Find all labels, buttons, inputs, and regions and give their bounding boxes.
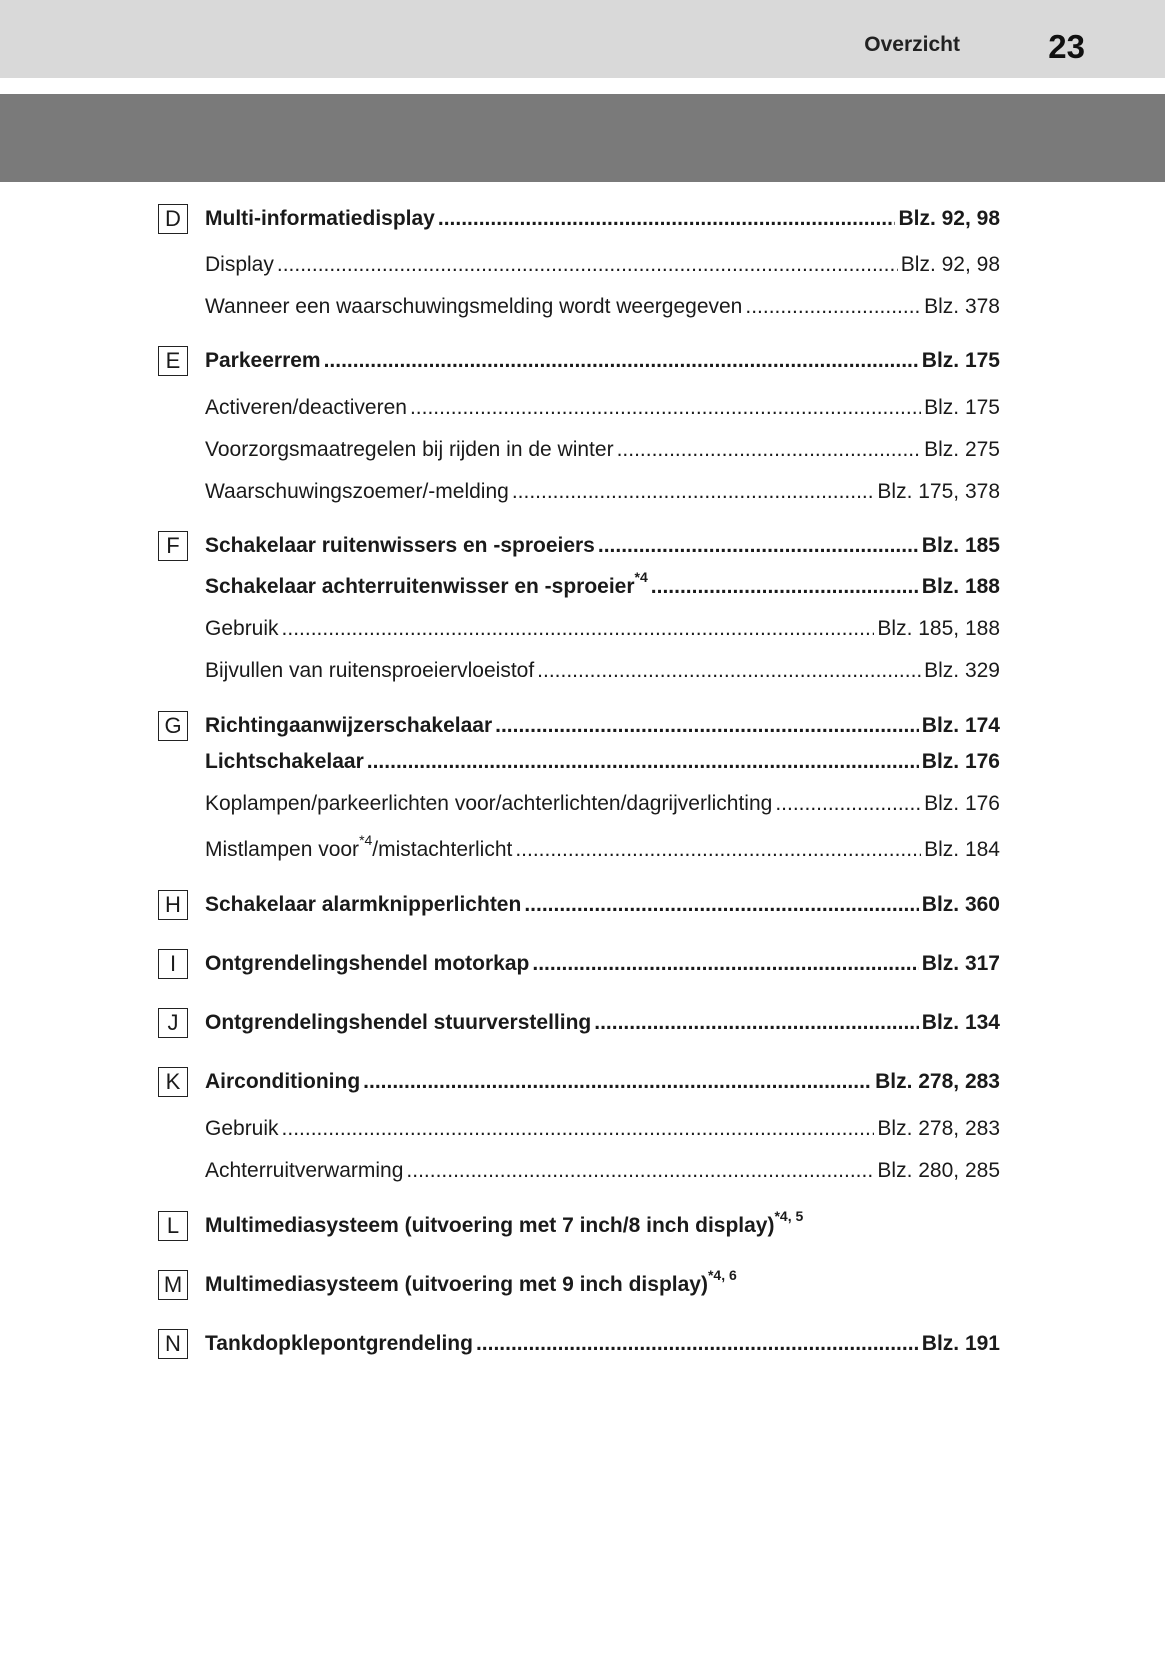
entry-label bbox=[205, 657, 534, 685]
page-reference: Blz. 175 bbox=[921, 349, 1000, 372]
dot-leader bbox=[363, 1068, 872, 1096]
dot-leader bbox=[532, 950, 918, 978]
dot-leader bbox=[598, 532, 919, 560]
index-entry bbox=[205, 347, 1000, 375]
dot-leader bbox=[594, 1009, 919, 1037]
entry-label bbox=[205, 205, 435, 233]
entry-label bbox=[205, 790, 772, 818]
entry-label bbox=[205, 569, 648, 601]
entry-label-text: Waarschuwingszoemer/-melding bbox=[205, 480, 509, 503]
entry-label-text: Schakelaar achterruitenwisser en -sproeier bbox=[205, 575, 635, 598]
dot-leader bbox=[524, 891, 918, 919]
entry-label bbox=[205, 1330, 473, 1358]
index-entry bbox=[205, 478, 1000, 506]
index-entry bbox=[205, 569, 1000, 601]
index-entry bbox=[205, 615, 1000, 643]
footnote-marker: *4, 5 bbox=[774, 1208, 804, 1224]
entry-label bbox=[205, 1115, 279, 1143]
page-reference: Blz. 175, 378 bbox=[877, 480, 1000, 503]
page-reference: Blz. 184 bbox=[924, 838, 1000, 861]
page-reference: Blz. 360 bbox=[921, 893, 1000, 916]
dot-leader bbox=[282, 1115, 875, 1143]
page-reference: Blz. 275 bbox=[924, 438, 1000, 461]
entry-label-text: Bijvullen van ruitensproeiervloeistof bbox=[205, 659, 535, 682]
entry-label-text: Airconditioning bbox=[205, 1070, 361, 1093]
footnote-marker: *4 bbox=[634, 569, 648, 585]
entry-label bbox=[205, 478, 509, 506]
section-badge-k: K bbox=[158, 1067, 188, 1097]
dot-leader bbox=[324, 347, 919, 375]
page-reference: Blz. 188 bbox=[921, 575, 1000, 598]
dot-leader bbox=[537, 657, 921, 685]
dot-leader bbox=[277, 251, 898, 279]
dot-leader bbox=[512, 478, 875, 506]
index-entry bbox=[205, 1208, 1000, 1240]
entry-label bbox=[205, 712, 492, 740]
dot-leader bbox=[367, 748, 919, 776]
page-reference: Blz. 134 bbox=[921, 1011, 1000, 1034]
entry-label bbox=[205, 891, 521, 919]
index-entry bbox=[205, 891, 1000, 919]
section-badge-m: M bbox=[158, 1270, 188, 1300]
index-entry bbox=[205, 293, 1000, 321]
section-badge-g: G bbox=[158, 711, 188, 741]
entry-label bbox=[205, 950, 529, 978]
entry-label-text: Schakelaar alarmknipperlichten bbox=[205, 893, 522, 916]
entry-label-suffix: /mistachterlicht bbox=[372, 838, 513, 861]
entry-label bbox=[205, 436, 614, 464]
index-entry bbox=[205, 832, 1000, 864]
index-entry bbox=[205, 1115, 1000, 1143]
page-reference: Blz. 92, 98 bbox=[898, 207, 1000, 230]
section-title: Overzicht bbox=[864, 33, 960, 56]
index-entry bbox=[205, 1068, 1000, 1096]
section-badge-e: E bbox=[158, 346, 188, 376]
dot-leader bbox=[476, 1330, 919, 1358]
dot-leader bbox=[406, 1157, 874, 1185]
index-entry bbox=[205, 657, 1000, 685]
dot-leader bbox=[438, 205, 896, 233]
dot-leader bbox=[282, 615, 875, 643]
entry-label bbox=[205, 1267, 737, 1299]
entry-label-text: Multi-informatiedisplay bbox=[205, 207, 435, 230]
entry-label bbox=[205, 615, 279, 643]
entry-label bbox=[205, 347, 321, 375]
entry-label-text: Lichtschakelaar bbox=[205, 750, 364, 773]
entry-label-text: Achterruitverwarming bbox=[205, 1159, 404, 1182]
dot-leader bbox=[495, 712, 919, 740]
page-reference: Blz. 175 bbox=[924, 396, 1000, 419]
index-entry bbox=[205, 1009, 1000, 1037]
header-band bbox=[0, 0, 1165, 78]
page-reference: Blz. 329 bbox=[924, 659, 1000, 682]
entry-label-text: Activeren/deactiveren bbox=[205, 396, 407, 419]
section-badge-h: H bbox=[158, 890, 188, 920]
page-reference: Blz. 176 bbox=[921, 750, 1000, 773]
page-reference: Blz. 176 bbox=[924, 792, 1000, 815]
entry-label-text: Koplampen/parkeerlichten voor/achterlichten/dagrijverlichting bbox=[205, 792, 773, 815]
entry-label-text: Schakelaar ruitenwissers en -sproeiers bbox=[205, 534, 595, 557]
entry-label-text: Gebruik bbox=[205, 1117, 279, 1140]
entry-label-text: Ontgrendelingshendel motorkap bbox=[205, 952, 530, 975]
index-entry bbox=[205, 205, 1000, 233]
page-reference: Blz. 317 bbox=[921, 952, 1000, 975]
dot-leader bbox=[515, 836, 921, 864]
page-reference: Blz. 92, 98 bbox=[900, 253, 1000, 276]
entry-label bbox=[205, 532, 595, 560]
index-entry bbox=[205, 748, 1000, 776]
dot-leader bbox=[745, 293, 921, 321]
entry-label bbox=[205, 1157, 403, 1185]
index-entry bbox=[205, 394, 1000, 422]
entry-label-text: Wanneer een waarschuwingsmelding wordt weergegeven bbox=[205, 295, 743, 318]
index-entry bbox=[205, 712, 1000, 740]
section-badge-i: I bbox=[158, 949, 188, 979]
page-reference: Blz. 280, 285 bbox=[877, 1159, 1000, 1182]
entry-label bbox=[205, 1009, 591, 1037]
page-reference: Blz. 191 bbox=[921, 1332, 1000, 1355]
entry-label bbox=[205, 394, 407, 422]
footnote-marker: *4, 6 bbox=[707, 1267, 737, 1283]
page-reference: Blz. 185, 188 bbox=[877, 617, 1000, 640]
dot-leader bbox=[410, 394, 921, 422]
dot-leader bbox=[617, 436, 922, 464]
entry-label bbox=[205, 748, 364, 776]
index-entry bbox=[205, 251, 1000, 279]
section-badge-d: D bbox=[158, 204, 188, 234]
entry-label bbox=[205, 251, 274, 279]
entry-label-text: Display bbox=[205, 253, 274, 276]
entry-label-text: Multimediasysteem (uitvoering met 7 inch/8 inch display) bbox=[205, 1214, 775, 1237]
page-reference: Blz. 278, 283 bbox=[875, 1070, 1000, 1093]
page-reference: Blz. 174 bbox=[921, 714, 1000, 737]
entry-label bbox=[205, 1208, 804, 1240]
grey-banner bbox=[0, 94, 1165, 182]
index-entry bbox=[205, 1267, 1000, 1299]
entry-label bbox=[205, 832, 513, 864]
index-entry bbox=[205, 1330, 1000, 1358]
entry-label-text: Multimediasysteem (uitvoering met 9 inch display) bbox=[205, 1273, 708, 1296]
index-entry bbox=[205, 1157, 1000, 1185]
entry-label-text: Gebruik bbox=[205, 617, 279, 640]
section-badge-l: L bbox=[158, 1211, 188, 1241]
page-number: 23 bbox=[1048, 28, 1085, 65]
dot-leader bbox=[775, 790, 921, 818]
section-badge-j: J bbox=[158, 1008, 188, 1038]
entry-label-text: Mistlampen voor bbox=[205, 838, 360, 861]
entry-label-text: Richtingaanwijzerschakelaar bbox=[205, 714, 493, 737]
page-reference: Blz. 185 bbox=[921, 534, 1000, 557]
entry-label bbox=[205, 293, 742, 321]
section-badge-f: F bbox=[158, 531, 188, 561]
index-entry bbox=[205, 790, 1000, 818]
page-reference: Blz. 278, 283 bbox=[877, 1117, 1000, 1140]
index-entry bbox=[205, 436, 1000, 464]
entry-label-text: Voorzorgsmaatregelen bij rijden in de winter bbox=[205, 438, 614, 461]
entry-label bbox=[205, 1068, 360, 1096]
dot-leader bbox=[651, 573, 919, 601]
page-reference: Blz. 378 bbox=[924, 295, 1000, 318]
entry-label-text: Parkeerrem bbox=[205, 349, 321, 372]
section-badge-n: N bbox=[158, 1329, 188, 1359]
entry-label-text: Tankdopklepontgrendeling bbox=[205, 1332, 473, 1355]
index-entry bbox=[205, 532, 1000, 560]
entry-label-text: Ontgrendelingshendel stuurverstelling bbox=[205, 1011, 592, 1034]
index-entry bbox=[205, 950, 1000, 978]
footnote-marker: *4 bbox=[359, 832, 373, 848]
